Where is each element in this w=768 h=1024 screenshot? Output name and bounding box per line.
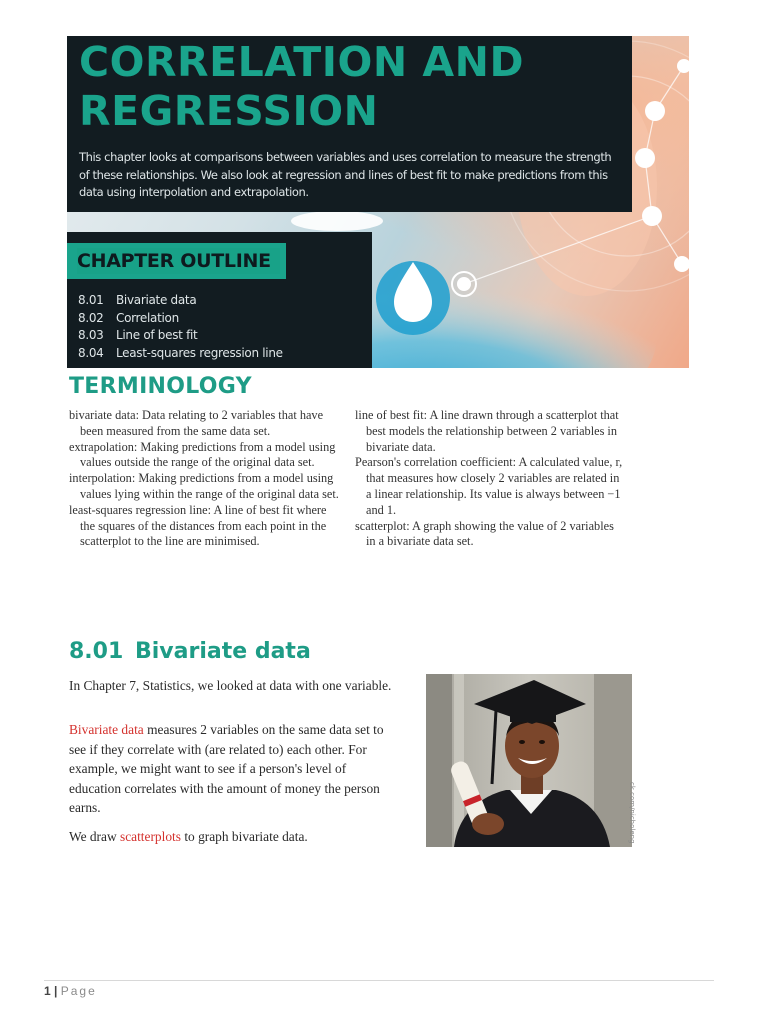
- outline-item: [78, 292, 283, 310]
- scatterplot-paragraph-end: to graph bivariate data.: [180, 829, 308, 844]
- page-footer: [44, 984, 97, 998]
- glossary-entry: interpolation: Making predictions from a model using values lying within the range of the original data set.: [69, 471, 339, 501]
- section-number: 8.01: [69, 639, 124, 664]
- outline-item: [78, 310, 283, 328]
- outline-item-label: Line of best fit: [116, 328, 198, 342]
- glossary-entry: scatterplot: A graph showing the value of 2 variables in a bivariate data set.: [355, 518, 614, 549]
- outline-item-number: 8.02: [78, 310, 104, 325]
- bivariate-paragraph: [69, 720, 399, 818]
- outline-item-label: Least-squares regression line: [116, 345, 283, 360]
- glossary-entry: line of best fit: A line drawn through a scatterplot that best models the relationship between 2 variables in bivariate data.: [355, 408, 619, 454]
- glossary-entry: bivariate data: Data relating to 2 variables that have been measured from the same data set.: [69, 408, 324, 438]
- graduate-illustration: [426, 674, 632, 847]
- chapter-hero-banner: [67, 36, 689, 368]
- outline-item-label: Bivariate data: [116, 293, 197, 307]
- terminology-column-left: [69, 408, 344, 550]
- title-panel: [67, 36, 632, 212]
- terminology-column-right: [355, 408, 625, 550]
- glossary-entry: least-squares regression line: A line of best fit where the squares of the distances from each point in the scatterplot to the line are minimised.: [69, 502, 327, 549]
- outline-item-number: 8.03: [78, 328, 104, 342]
- page-number: 1: [44, 984, 51, 998]
- page-label: Page: [60, 984, 97, 998]
- chapter-outline-heading-bar: [67, 243, 286, 279]
- glossary-entry: extrapolation: Making predictions from a model using values outside the range of the original data set.: [69, 439, 336, 470]
- chapter-outline-panel: [67, 232, 372, 368]
- bivariate-data-term-link[interactable]: Bivariate data: [69, 722, 144, 737]
- outline-item: [78, 327, 283, 345]
- chapter-outline-list: [78, 292, 283, 362]
- chapter-title: CORRELATION AND REGRESSION: [79, 38, 525, 135]
- outline-item-number: 8.01: [78, 293, 104, 307]
- outline-item-number: 8.04: [78, 345, 104, 360]
- outline-item: [78, 345, 283, 363]
- outline-item-label: Correlation: [116, 310, 179, 325]
- graduate-photo: [426, 674, 632, 847]
- chapter-outline-heading: CHAPTER OUTLINE: [77, 248, 280, 274]
- glossary-entry: Pearson's correlation coefficient: A calculated value, r, that measures how closely 2 variables are related in a linear relationship. Its value is always between −1 and 1.: [355, 455, 623, 517]
- intro-paragraph: In Chapter 7, Statistics, we looked at data with one variable.: [69, 678, 392, 693]
- scatterplot-paragraph-start: We draw: [69, 829, 120, 844]
- bivariate-paragraph-text: measures 2 variables on the same data set to see if they correlate with (are related to) each other. For example, we might want to see if a person's level of education correlates with the amount of money the person earns.: [69, 722, 384, 815]
- section-title: Bivariate data: [135, 639, 311, 664]
- terminology-heading: TERMINOLOGY: [69, 374, 252, 399]
- photo-credit: ck.com/nicholeng: [628, 782, 636, 844]
- page-separator: |: [54, 984, 58, 998]
- chapter-description: This chapter looks at comparisons between variables and uses correlation to measure the strength of these relationships. We also look at regression and lines of best fit to make predictions from this data using interpolation and extrapolation.: [79, 150, 612, 199]
- section-heading: [69, 639, 311, 664]
- scatterplot-paragraph: [69, 827, 399, 847]
- scatterplots-term-link[interactable]: scatterplots: [119, 829, 181, 844]
- footer-divider: [44, 980, 714, 981]
